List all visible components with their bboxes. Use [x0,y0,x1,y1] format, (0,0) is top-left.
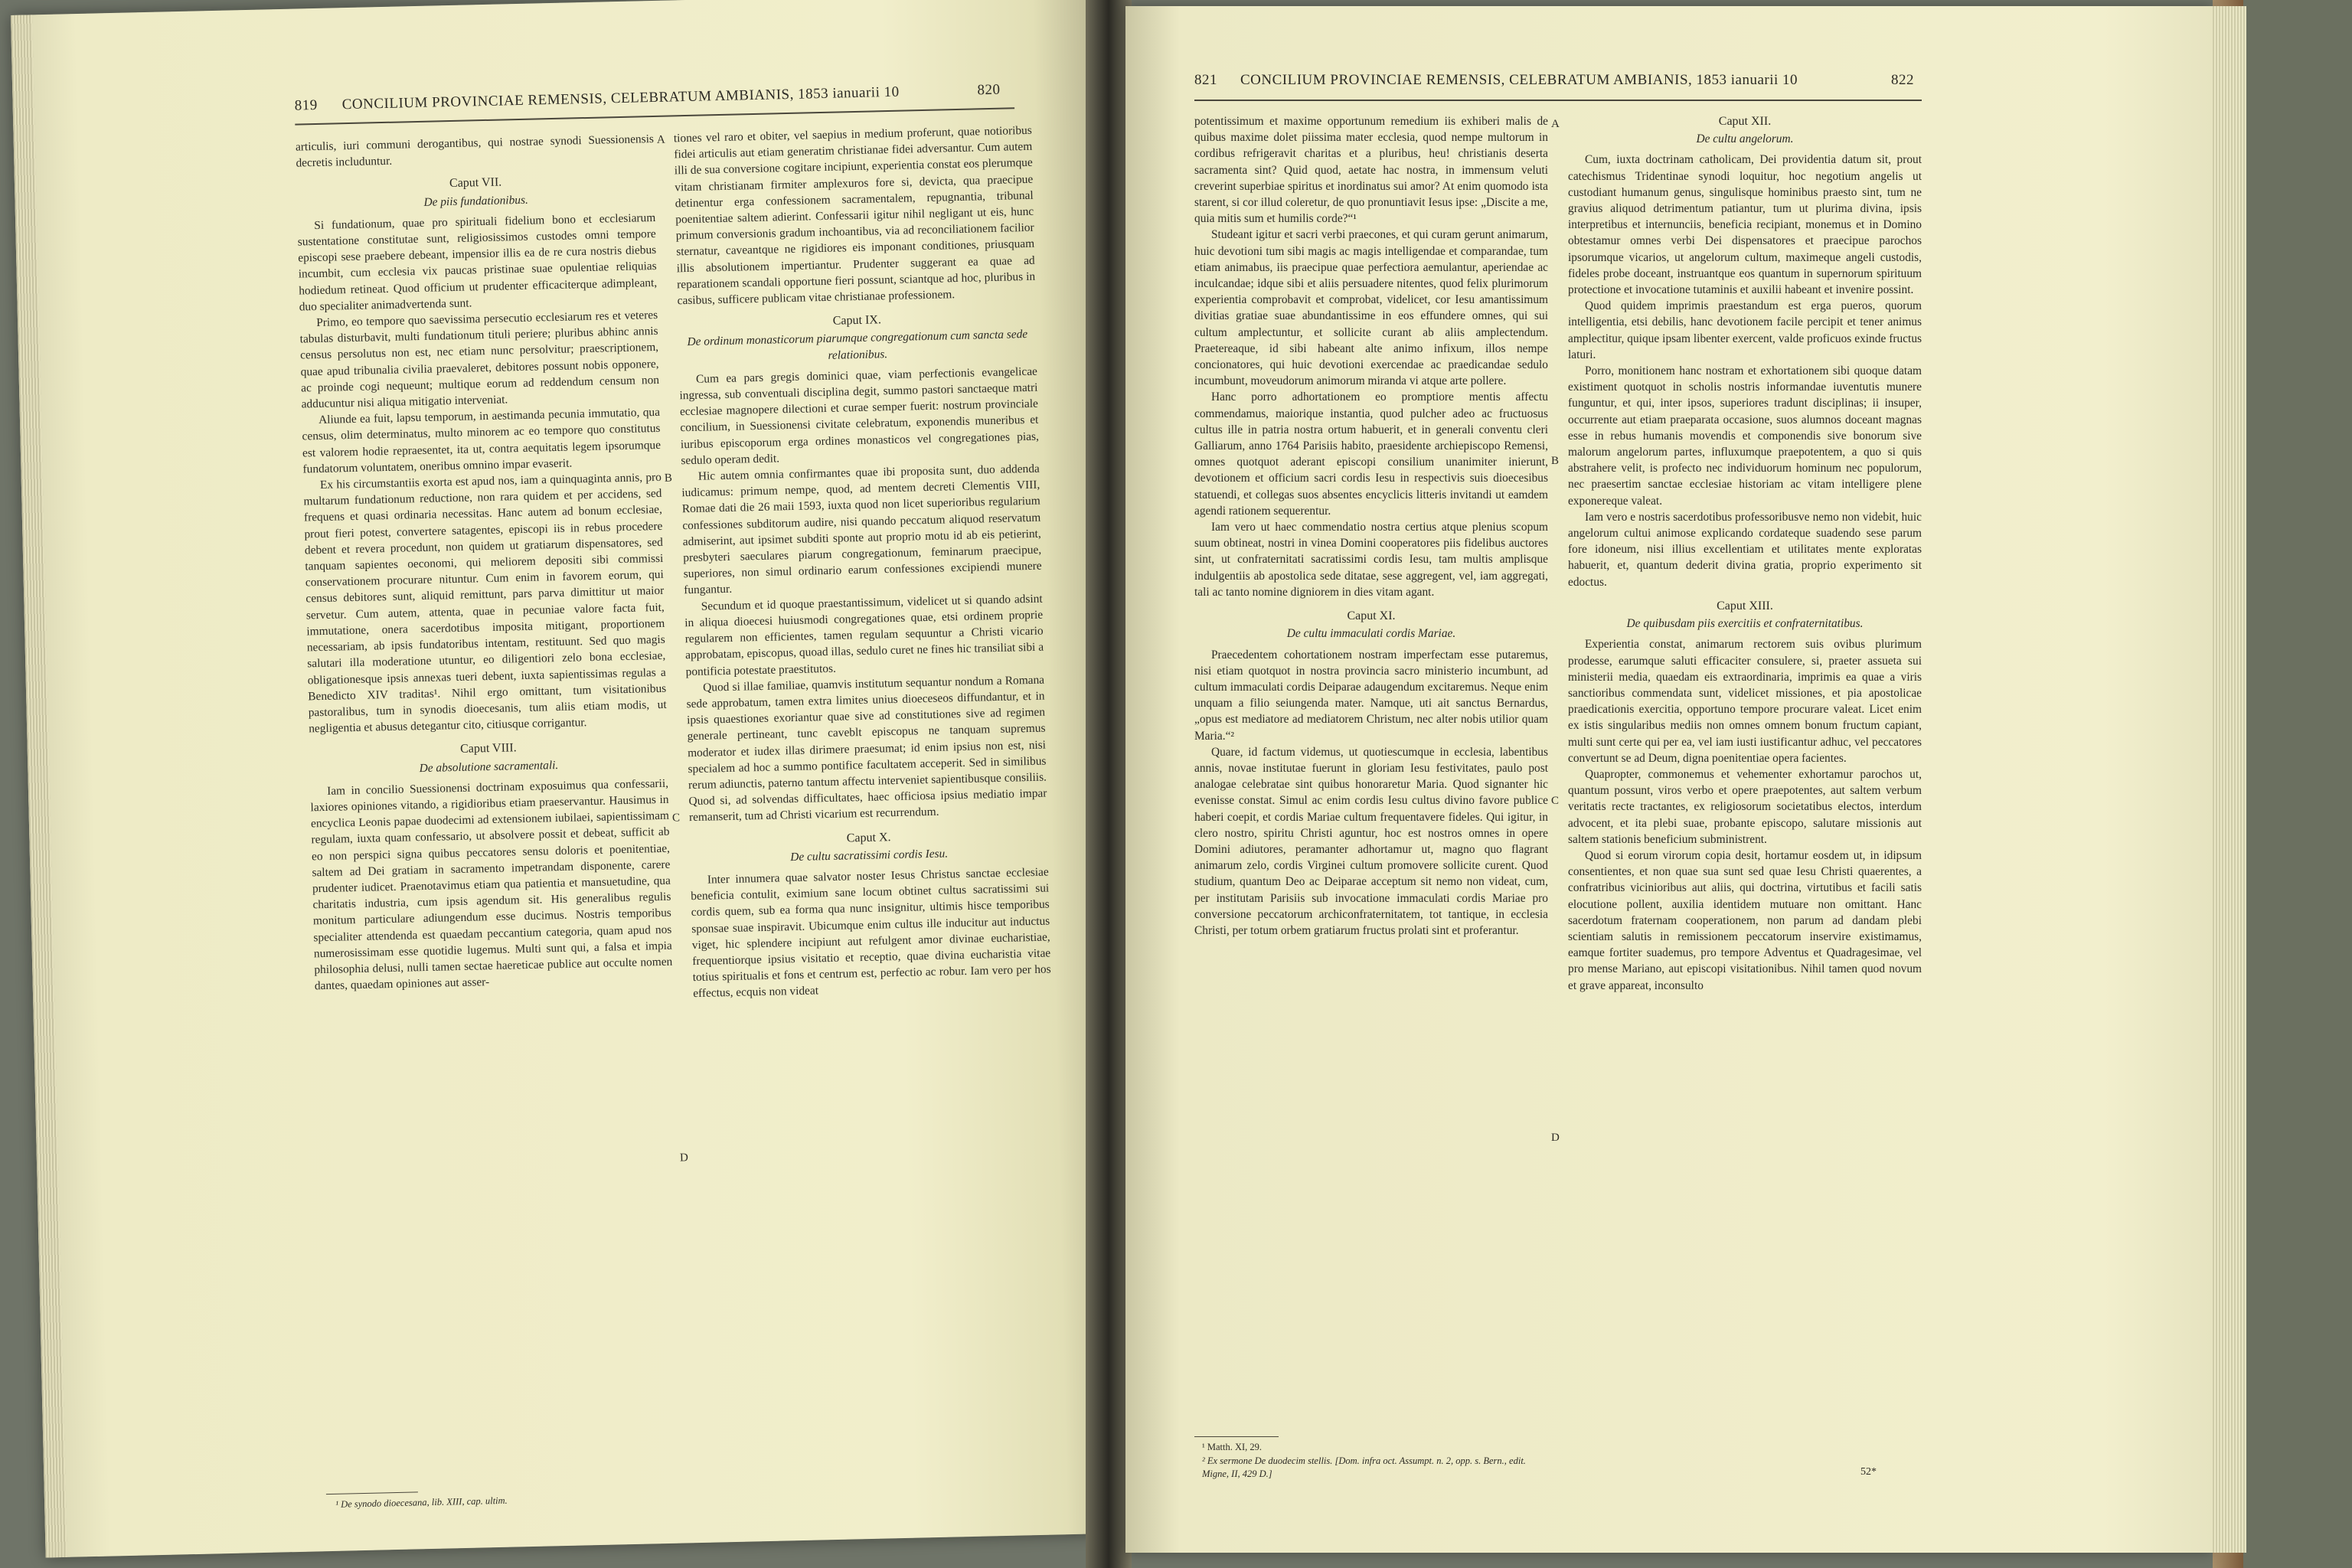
footnote: ¹ Matth. XI, 29. [1202,1442,1263,1452]
margin-letter: C [1551,795,1560,807]
signature-mark: 52* [1860,1466,1877,1478]
footnote-rule [1194,1436,1279,1437]
paragraph: Secundum et id quoque praestantissimum, videlicet ut si quando adsint in aliqua dioecesi huiusmodi congregationes quae, etsi ordinem proprie regularem non efficientes, tamen regulam sequuntur a Christi vicario approbatam, episcopus, quoad illas, sedulo curet ne fines hic transiliat sibi a pontificia potestate praestitutos. [684,592,1044,678]
left-column-a [296,131,685,1540]
chapter-heading: Caput VII. [449,175,502,191]
paragraph: Primo, eo tempore quo saevissima persecutio ecclesiarum res et veteres tabulas disturbavit, multi fundationum tituli periere; pluribus abhinc annis census persolutus non est, nec etiam nunc persolvitur; praescriptionem, quae apud tribunalia civilia praevaleret, debitores possunt nobis opponere, ac proinde cogi nequeunt; multique eorum ad reddendum censum non adducuntur nisi aliqua mitigatio interveniat. [299,308,660,411]
paragraph: Hic autem omnia confirmantes quae ibi proposita sunt, duo addenda iudicamus: primum nempe, quod, ad mentem decreti Clementis VIII, Romae dati die 26 maii 1593, iuxta quod non licet superioribus regularium confessiones subditorum audire, nisi quando peccatum aliquod reservatum admiserint, aut ipsimet subditi sponte aut proprio motu id ab eis petierint, presbyteri saeculares piarum congregationum, feminarum praecipue, superiores, non simul ordinario earum confessiones excipiendi munere fungantur. [681,462,1042,597]
chapter-subtitle: De piis fundationibus. [423,193,529,209]
paragraph: Inter innumera quae salvator noster Iesus Christus sanctae ecclesiae beneficia contulit, eximium sane locum obtinet cultus sacratissimi sui cordis quem, sub ea forma qua nunc insignitur, ultimis hisce temporibus sponsae suae inspiravit. Ubicumque enim cultus ille inducitur aut inductus viget, hic splendere incipiunt aut refulgent amor divinae eucharistiae, frequentiorque ipsius visitatio et receptio, quae divina eucharistia vitae totius spiritualis et fons et centrum est, perfectio ac robur. Iam vero per hos effectus, ecquis non videat [691,865,1051,1001]
paragraph: Iam vero e nostris sacerdotibus professoribusve nemo non videbit, huic angelorum cultui animose explicando cordateque suadendo sese parum fore idoneum, nisi illius excellentiam et utilitates mente exploratas habuerit, et, quantum dederit divina gratia, proprio experimento sit edoctus. [1568,510,1922,589]
chapter-subtitle: De cultu immaculati cordis Mariae. [1286,627,1456,641]
chapter-subtitle: De cultu angelorum. [1696,132,1794,146]
right-page [1125,6,2213,1553]
chapter-heading: Caput XIII. [1717,599,1773,612]
footnote: ² Ex sermone De duodecim stellis. [Dom. infra oct. Assumpt. n. 2, opp. s. Bern., edit. Migne, II, 429 D.] [1202,1455,1526,1479]
left-page-edges [11,15,67,1557]
right-column-number-right: 822 [1891,72,1914,88]
paragraph: Cum ea pars gregis dominici quae, viam perfectionis evangelicae ingressa, sub conventuali disciplina degit, summo pastori sanctaeque matri ecclesiae magnopere dilectioni et curae semper fuerit: nostrum provinciale concilium, in Suessionensi civitate celebratum, exponendis muneribus et iuribus episcoporum erga ordines monasticos vel congregationes pias, sedulo operam dedit. [679,364,1040,468]
right-running-title: CONCILIUM PROVINCIAE REMENSIS, CELEBRATUM AMBIANIS, 1853 ianuarii 10 [1240,72,1798,88]
paragraph: tiones vel raro et obiter, vel saepius in medium proferunt, quae notioribus fidei articulis aut etiam generatim christianae fidei adversantur. Cum autem illi de sua conversione cogitare incipiunt, experientia constat eos plerumque vitam christianam firmiter amplexuros fore si, devicta, qua praecipue detinentur erga confessionem sacramentalem, repugnantia, tribunal poenitentiae saltem adierint. Confessarii igitur nihil negligant ut eis, hunc primum conversionis gradum inchoantibus, via ad reconciliationem facilior sternatur, caveantque ne rigidiores eis imponant conditiones, priusquam illis absolutionem impertiantur. Prudenter suggerant ea quae ad reparationem scandali opportune fieri possunt, sciantque ad hoc, pluribus in casibus, sufficere publicam vitae christianae professionem. [673,123,1036,308]
right-page-edges [2213,6,2246,1553]
chapter-heading: Caput XII. [1718,115,1772,128]
paragraph: Cum, iuxta doctrinam catholicam, Dei providentia datum sit, prout catechismus Tridentinae synodi loquitur, hoc negotium angelis ut custodiant humanum genus, singulisque hominibus praesto sint, tum ne gravius aliquod detrimentum patiantur, tum ut plurima divina, ipsis interpretibus et internunciis, beneficia recipiant, monemus et in Domino obtestamur omnes verbi Dei dispensatores et praecipue parochos ipsorumque vicarios, ut angelorum cultum, maximeque angeli custodis, fideles probe doceant, instruantque eos quantum in supernorum spirituum protectione et invocatione tutaminis et auxilii habeant et invenire possint. [1568,153,1922,297]
paragraph: Praecedentem cohortationem nostram imperfectam esse putaremus, nisi etiam quotquot in nostra provincia sacro ministerio incumbunt, ad cultum immaculati cordis Deiparae adaugendum excitaremus. Neque enim unquam a filio seiungenda mater. Namque, uti ait sanctus Bernardus, „opus est mediatore ad mediatorem Christum, nec alter nobis utilior quam Maria.“² [1194,648,1548,743]
margin-letter: D [1551,1132,1560,1144]
paragraph: Iam in concilio Suessionensi doctrinam exposuimus qua confessarii, laxiores opiniones vitando, a rigidioribus etiam praeservantur. Hausimus in encyclica Leonis papae duodecimi ad extensionem iubilaei, sapientissimam regulam, iuxta quam confessario, ut absolvere possit et debeat, sufficit ab eo non perspici signa quibus peccatores sensu doloris et poenitentiae, saltem ad Dei gratiam in sacramento impetrandam disponente, carere prudenter iudicet. Praenotavimus etiam qua patientia et mansuetudine, qua charitatis industria, cum ipsis agendum sit. His generalibus regulis monitum particulare adiungendum esse ducimus. Nostris temporibus specialiter attendenda est quaedam peccantium categoria, quam apud nos numerosissimam esse quotidie lugemus. Multi sunt qui, a falsa et impia philosophia delusi, nulli tamen sectae haereticae publice aut occulte nomen dantes, quaedam opiniones aut asser- [310,776,673,993]
right-column-number-left: 821 [1194,72,1217,88]
margin-letter: B [1551,455,1560,467]
book-gutter [1086,0,1132,1568]
paragraph: Porro, monitionem hanc nostram et exhortationem sibi quoque datam existiment quotquot in scholis nostris informandae iuventutis munere funguntur, et qui, inter ipsos, superiores tradunt disciplinas; ii insuper, occurrente aut etiam praeparata occasione, suos alumnos doceant magnas esse in rebus humanis movendis et componendis sive bonorum sive malorum angelorum partes, influxumque praepotentem, a quo si quis abstrahere velit, is profecto nec individuorum hominum nec populorum, nec praesertim sanctae ecclesiae historiam ac vitam intelligere plene exponereque valeat. [1568,364,1922,508]
right-running-header [1125,6,2213,88]
paragraph: Ex his circumstantiis exorta est apud nos, iam a quinquaginta annis, pro multarum fundationum reductione, non rara quidem et per accidens, sed frequens et quasi ordinaria necessitas. Hanc autem ad bonum ecclesiae, prout fieri potest, convertere satagentes, episcopi iis in rebus procedere debent et revera procedunt, non quidem ut gratiarum dispensatores, sed tanquam sapientes oeconomi, qui meliorem depositi sibi commissi conservationem procurare nituntur. Cum enim in favorem eorum, qui census debitores sunt, aliquid remittunt, pars parva dimittitur ut maior servetur. Cum autem, attenta, quae in pecuniae valore facta fuit, immutatione, onera sacerdotibus imposita mitigant, proportionem necessariam, ab ipsis fundatoribus intentam, restituunt. Sed quo magis salutari illa moderatione utuntur, eo diligentiori zelo bona ecclesiae, obligationesque ipsis annexas tueri debent, iuxta sapientissimas regulas a Benedicto XIV traditas¹. Nihil ergo omittant, tum visitationibus pastoralibus, tum in synodis dioecesanis, tum aliis etiam modis, ut negligentia et abusus detegantur cito, citiusque corrigantur. [303,470,667,736]
chapter-heading: Caput XI. [1347,609,1396,623]
paragraph: Studeant igitur et sacri verbi praecones, et qui curam gerunt animarum, huic devotioni tum sibi magis ac magis intelligendae et comparandae, tum etiam animabus, iis praecipue quae perfectiora aemulantur, aperiendae ac inculcandae; idque sibi et aliis persuadere nitentes, quod felix plurimorum experientia comprobavit et comprobat, videlicet, cor Iesu amantissimum divitias gratiae suae abundantissime in eos effundere omnes, qui sui cultum amplectuntur, et sollicite curant ab aliis amplectendum. Praetereaque, id sibi habeant alte animo infixum, illos nempe concionatores, qui huic devotioni exercendae ac praedicandae sedulo incumbunt, moveudorum animorum miranda vi atque arte pollere. [1194,228,1548,388]
paragraph: Iam vero ut haec commendatio nostra certius atque plenius scopum suum obtineat, nostri in vinea Domini cooperatores piis fidelibus auctores sint, ut confraternitati sacratissimi cordis Iesu, tam multis amplisque indulgentiis ab apostolica sede ditatae, sese aggregent, vel, iam aggregati, tali ac tanto nomine digniorem in dies vitam agant. [1194,521,1548,599]
paragraph: potentissimum et maxime opportunum remedium iis exhiberi malis de quibus maxime dolet piissima mater ecclesia, quod nempe multorum in cordibus refrigeravit charitas et a pluribus, heu! christianis deserta sacramenta sint? Quid quod, aetate hac nostra, in immensum veluti creverint superbiae spiritus et inordinatus sui amor? At enim quomodo ista starent, si cor illud coleretur, de quo pronuntiavit Iesus ipse: „Discite a me, quia mitis sum et humilis corde?“¹ [1194,115,1548,226]
margin-letter: D [679,1152,689,1165]
chapter-subtitle: De quibusdam piis exercitiis et confraternitatibus. [1626,617,1864,631]
chapter-subtitle: De absolutione sacramentali. [419,758,559,775]
chapter-heading: Caput IX. [832,313,882,328]
margin-letter: A [1551,118,1560,130]
paragraph: Hanc porro adhortationem eo promptiore mentis affectu commendamus, maiorique instantia, quod pulcher adeo ac fructuosus cultus ille in patria nostra ortum habuerit, et in generali conventu cleri Galliarum, anno 1764 Parisiis habito, praesidente archiepiscopo Remensi, omnes quotquot aderant episcopi consilium unanimiter inierunt, devotionem et officium sacri cordis Iesu in respectivis suis dioecesibus statuendi, et collegas suos absentes encyclicis litteris invitandi ut eamdem agendi rationem sequerentur. [1194,390,1548,518]
chapter-subtitle: De ordinum monasticorum piarumque congregationum cum sancta sede relationibus. [687,328,1028,362]
book-cover-right [2243,0,2352,1568]
footnote: ¹ De synodo dioecesana, lib. XIII, cap. ultim. [335,1494,508,1510]
left-running-title: CONCILIUM PROVINCIAE REMENSIS, CELEBRATUM AMBIANIS, 1853 ianuarii 10 [341,83,900,113]
paragraph: articulis, iuri communi derogantibus, qui nostrae synodi Suessionensis decretis includuntur. [295,132,655,170]
left-running-header [11,0,1099,114]
paragraph: Quod quidem imprimis praestandum est erga pueros, quorum intelligentia, etsi debilis, hanc devotionem facile percipit et tener animus amplectitur, quique ipsam libenter exercent, valde proficuos exinde fructus laturi. [1568,299,1922,361]
margin-letter: C [671,812,681,825]
paragraph: Quare, id factum videmus, ut quotiescumque in ecclesia, labentibus annis, novae institutae fuerunt in gloriam Iesu festivitates, paulo post analogae celebratae sint quibus honoraretur Maria. Quod signanter hic evenisse constat. Simul ac enim cordis Iesu cultus divino favore publice haberi coepit, et cordis Mariae cultum frequentavere fideles. Qui igitur, in clero nostro, spiritu Christi aguntur, hoc est nostros omnes in opere Domini adiutores, peramanter adhortamur ut, magno quo flagrant animarum zelo, cordis Virginei cultum promovere sollicite curent. Quod studium, quantum Deo ac Deiparae acceptum sit nemo non videat, cum, per institutam Parisiis sub invocatione immaculati cordis Mariae pro conversione peccatorum archiconfraternitatem, tot tantique, in ecclesia Christi, per totum orbem gratiarum fructus prolati sint et proferantur. [1194,745,1548,937]
margin-letter: A [656,133,665,146]
right-column-a [1194,113,1548,1430]
paragraph: Si fundationum, quae pro spirituali fidelium bono et ecclesiarum sustentatione constitutae sunt, religiosissimos custodes omni tempore episcopi sese praebere debeant, impensior illis ea de re cura nostris diebus incumbit, cum ecclesia vix paucas pristinae suae opulentiae reliquias hodiedum retineat. Quod officium ut prudenter efficaciterque adimpleant, duo specialiter animadvertenda sunt. [297,211,658,314]
right-column-b [1568,113,1922,1461]
header-rule [1194,100,1922,101]
paragraph: Quapropter, commonemus et vehementer exhortamur parochos ut, quantum possunt, viros verbo et opere praepotentes, aut saltem verbum veritatis recte tractantes, ex religiosorum societatibus electos, interdum advocent, et ita plebi suae, probante episcopo, salutare missionis aut saltem stationis beneficium subministrent. [1568,767,1922,846]
chapter-subtitle: De cultu sacratissimi cordis Iesu. [790,847,949,864]
chapter-heading: Caput X. [846,830,891,845]
left-column-number: 820 [977,81,1001,99]
paragraph: Aliunde ea fuit, lapsu temporum, in aestimanda pecunia immutatio, qua census, olim determinatus, multo minorem ac eo tempore quo constitutus est valorem hodie repraesentet, ita ut, contra aequitatis legem ipsorumque fundatorum voluntatem, oneribus omnino impar evaserit. [302,406,662,476]
paragraph: Experientia constat, animarum rectorem suis ovibus plurimum prodesse, earumque saluti efficaciter consulere, si, praeter assueta sui ministerii media, quaedam eis extraordinaria, imprimis ea quae a viris sanctioribus commendata sunt, videlicet missiones, et pia apostolicae praedicationis exercitia, opportuno tempore procurare valeat. Licet enim ex istis singularibus mediis non omnes omnem bonum fructum capiant, multi sunt certe qui per ea, vel iam iusti iustificantur adhuc, vel peccatores convertunt se ad Deum, digna poenitentiae opera facientes. [1568,638,1922,765]
paragraph: Quod si eorum virorum copia desit, hortamur eosdem ut, in idipsum consentientes, et non quae sua sunt sed quae Iesu Christi quaerentes, a confratribus vicinioribus aut aliis, qui doctrina, virtutibus et facili satis elocutione pollent, auxilia identidem mutuare non omittant. Hanc sacerdotum fraternam cooperationem, non parum ad dandam plebi scientiam salutis in remissionem peccatorum inservire existimamus, eamque fortiter suademus, pro tempore Adventus et Quadragesimae, vel pro mense Mariano, aut episcopi visitationibus. Nihil tamen quod novum et grave appareat, inconsulto [1568,848,1922,992]
paragraph: Quod si illae familiae, quamvis institutum sequantur nondum a Romana sede approbatum, tamen extra limites unius dioeceseos diffundantur, et in ipsis quaestiones exoriantur quae sive ad constitutiones sive ad regimen generale pertineant, tunc caveblt episcopus ne tanquam supremus moderator et iudex illas dirimere praesumat; id enim ipsius non est, nisi specialem ad hoc a summo pontifice facultatem acceperit. Sed in similibus rerum adiunctis, paterno tantum affectu interveniet sapientibusque consiliis. Quod si, ad solvendas difficultates, haec officiosa ipsius mediatio impar remanserit, tum ad Christi vicarium est recurrendum. [686,673,1047,825]
chapter-heading: Caput VIII. [459,741,517,756]
margin-letter: B [664,472,673,485]
left-page-number: 819 [294,96,318,114]
left-page [11,0,1132,1557]
left-column-b [671,122,1063,1531]
